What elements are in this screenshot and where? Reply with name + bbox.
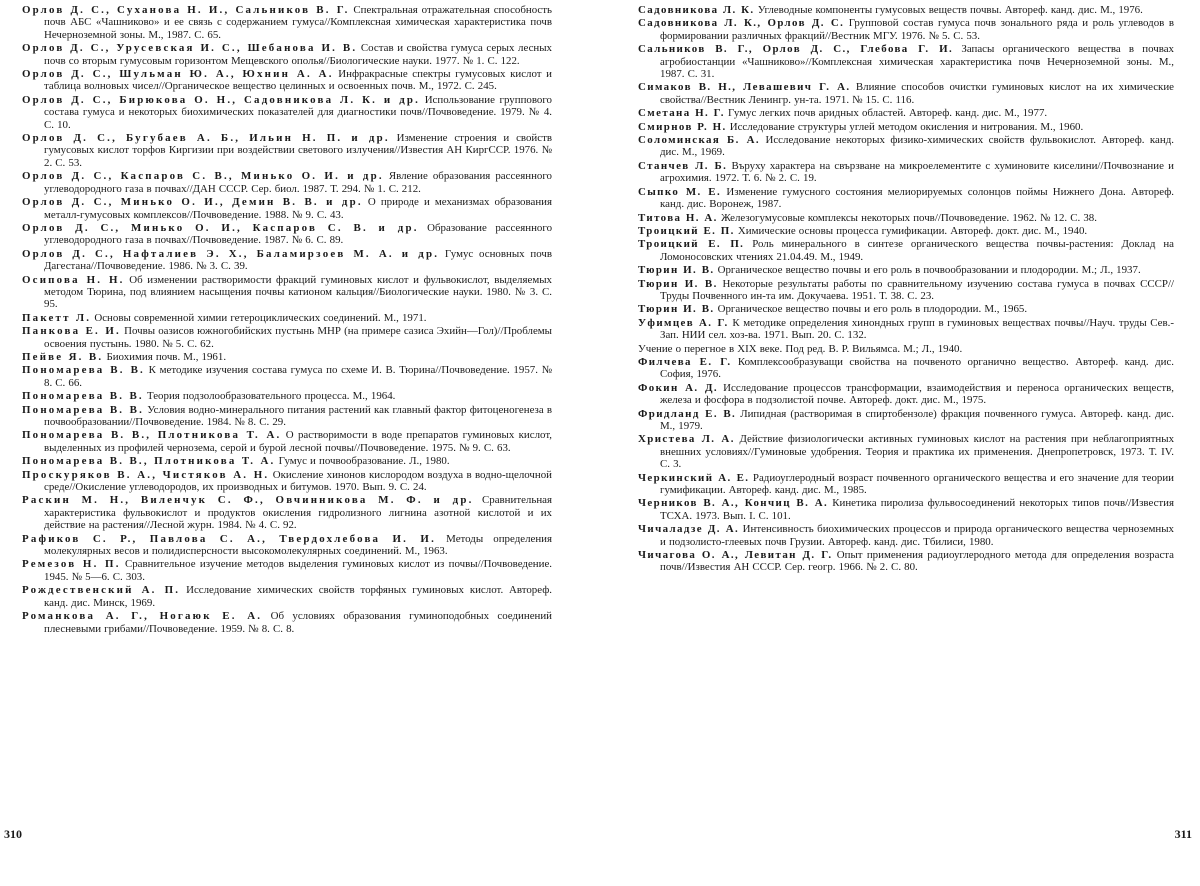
bibliography-entry (638, 121, 1174, 133)
entry-text: Методы определения молекулярных весов и полидисперсности высокомолекулярных соединений. М., 1963. (44, 533, 552, 557)
entry-authors: Рождественский А. П. (22, 584, 180, 596)
entry-authors: Орлов Д. С., Нафталиев Э. Х., Баламирзоев М. А. и др. (22, 248, 439, 260)
page-number-left: 310 (4, 827, 22, 842)
bibliography-entry (22, 364, 552, 389)
entry-authors: Рафиков С. Р., Павлова С. А., Твердохлебова И. И. (22, 533, 436, 545)
entry-authors: Орлов Д. С., Каспаров С. В., Минько О. И. и др. (22, 170, 384, 182)
entry-text: Сравнительная характеристика фульвокислот и продуктов окисления гидролизного лигнина азотной кислотой и их действие на растения//Лесной журн. 1984. № 4. С. 92. (44, 494, 552, 531)
entry-authors: Пономарева В. В., Плотникова Т. А. (22, 429, 281, 441)
entry-text: Запасы органического вещества в почвах агробиостанции «Чашниково»//Комплексная химическая характеристика почв Нечерноземной зоны. М., 1987. С. 31. (660, 43, 1174, 80)
entry-text: Почвы оазисов южногобийских пустынь МНР (на примере сазиса Эхийн—Гол)//Проблемы освоения пустынь. 1980. № 5. С. 62. (44, 325, 552, 349)
entry-authors: Тюрин И. В. (638, 264, 714, 276)
entry-text: Состав и свойства гумуса серых лесных почв со вторым гумусовым горизонтом Мещевского ополья//Биологические науки. 1977. № 1. С. 122. (44, 42, 552, 66)
entry-text: К методике определения хинондных групп в гуминовых веществах почвы//Науч. труды Сев.-Зап. НИИ сел. хоз-ва. 1971. Вып. 20. С. 132. (660, 317, 1174, 341)
entry-text: Въруху характера на свързване на микроелементите с хуминовите киселини//Почвознание и агрохимия. 1972. Т. 6. № 2. С. 19. (660, 160, 1174, 184)
entry-text: Некоторые результаты работы по сравнительному изучению состава гумуса в почвах СССР//Труды Почвенного ин-та им. Докучаева. 1951. Т. 38. С. 23. (660, 278, 1174, 302)
entry-text: О природе и механизмах образования металл-гумусовых комплексов//Почвоведение. 1988. № 9. С. 43. (44, 196, 552, 220)
entry-authors: Смирнов Р. Н. (638, 121, 727, 133)
entry-text: Кинетика пиролиза фульвосоединений некоторых типов почв//Известия ТСХА. 1973. Вып. I. С. 101. (660, 497, 1174, 521)
bibliography-entry (638, 17, 1174, 42)
entry-text: Интенсивность биохимических процессов и природа органического вещества черноземных и подзолисто-глеевых почв Грузии. Автореф. канд. дис. Тбилиси, 1980. (660, 523, 1174, 547)
entry-authors: Троицкий Е. П. (638, 225, 735, 237)
bibliography-entry (22, 390, 552, 402)
bibliography-entry (638, 382, 1174, 407)
bibliography-entry (22, 469, 552, 494)
entry-text: Химические основы процесса гумификации. Автореф. докт. дис. М., 1940. (738, 225, 1087, 237)
entry-authors: Орлов Д. С., Шульман Ю. А., Юхнин А. А. (22, 68, 334, 80)
bibliography-entry (638, 278, 1174, 303)
bibliography-entry (638, 497, 1174, 522)
entry-authors: Сыпко М. Е. (638, 186, 721, 198)
book-spread (0, 0, 1200, 886)
right-page (600, 0, 1200, 886)
bibliography-entry (22, 312, 552, 324)
entry-text: Роль минерального в синтезе органического вещества почвы-растения: Доклад на Ломоносовских чтениях 21.04.49. М., 1949. (660, 238, 1174, 262)
entry-text: Гумус и почвообразование. Л., 1980. (279, 455, 450, 467)
bibliography-entry (22, 533, 552, 558)
entry-authors: Раскин М. Н., Виленчук С. Ф., Овчинникова М. Ф. и др. (22, 494, 474, 506)
bibliography-entry (638, 212, 1174, 224)
entry-text: Гумус легких почв аридных областей. Автореф. канд. дис. М., 1977. (728, 107, 1047, 119)
bibliography-entry (638, 472, 1174, 497)
entry-authors: Сальников В. Г., Орлов Д. С., Глебова Г. И. (638, 43, 953, 55)
entry-authors: Орлов Д. С., Суханова Н. И., Сальников В. Г. (22, 4, 350, 16)
bibliography-entry (638, 43, 1174, 80)
bibliography-entry (638, 343, 1174, 355)
entry-authors: Уфимцев А. Г. (638, 317, 729, 329)
entry-authors: Тюрин И. В. (638, 278, 718, 290)
entry-text: Основы современной химии гетероциклических соединений. М., 1971. (94, 312, 426, 324)
entry-text: Учение о перегное в XIX веке. Под ред. В. Р. Вильямса. М.; Л., 1940. (638, 343, 962, 355)
entry-authors: Романкова А. Г., Ногаюк Е. А. (22, 610, 262, 622)
entry-authors: Панкова Е. И. (22, 325, 121, 337)
bibliography-entry (638, 107, 1174, 119)
bibliography-entry (638, 523, 1174, 548)
entry-authors: Станчев Л. Б. (638, 160, 727, 172)
entry-authors: Соломинская Б. А. (638, 134, 760, 146)
bibliography-entry (22, 4, 552, 41)
bibliography-entry (638, 160, 1174, 185)
entry-authors: Чичаладзе Д. А. (638, 523, 739, 535)
entry-text: Теория подзолообразовательного процесса. М., 1964. (147, 390, 395, 402)
entry-authors: Пономарева В. В. (22, 390, 144, 402)
entry-text: Гумус основных почв Дагестана//Почвоведение. 1986. № 3. С. 39. (44, 248, 552, 272)
bibliography-entry (22, 42, 552, 67)
bibliography-entry (638, 317, 1174, 342)
entry-authors: Тюрин И. В. (638, 303, 714, 315)
entry-authors: Орлов Д. С., Минько О. И., Каспаров С. В. и др. (22, 222, 419, 234)
entry-text: Опыт применения радиоуглеродного метода для определения возраста почв//Известия АН СССР. Сер. геогр. 1966. № 2. С. 80. (660, 549, 1174, 573)
bibliography-entry (22, 274, 552, 311)
entry-authors: Садовникова Л. К., Орлов Д. С. (638, 17, 844, 29)
entry-authors: Филчева Е. Г. (638, 356, 732, 368)
entry-authors: Пакетт Л. (22, 312, 91, 324)
bibliography-entry (22, 68, 552, 93)
entry-text: Инфракрасные спектры гумусовых кислот и таблица волновых чисел//Органическое вещество целинных и освоенных почв. М., 1972. С. 245. (44, 68, 552, 92)
bibliography-entry (22, 584, 552, 609)
entry-text: Изменение гумусного состояния мелиорируемых солонцов поймы Нижнего Дона. Автореф. канд. дис. Воронеж, 1987. (660, 186, 1174, 210)
entry-authors: Садовникова Л. К. (638, 4, 755, 16)
bibliography-entry (22, 196, 552, 221)
bibliography-entry (638, 433, 1174, 470)
entry-text: Исследование структуры углей методом окисления и нитрования. М., 1960. (730, 121, 1083, 133)
entry-authors: Троицкий Е. П. (638, 238, 744, 250)
entry-text: Исследование химических свойств торфяных гуминовых кислот. Автореф. канд. дис. Минск, 1969. (44, 584, 552, 608)
entry-authors: Чичагова О. А., Левитан Д. Г. (638, 549, 832, 561)
entry-authors: Сметана Н. Г. (638, 107, 725, 119)
bibliography-entry (22, 351, 552, 363)
entry-text: Об изменении растворимости фракций гуминовых кислот и фульвокислот, выделяемых методом Тюрина, под влиянием насыщения почвы катионом кальция//Биологические науки. 1980. № 3. С. 95. (44, 274, 552, 311)
entry-text: Комплексообразуващи свойства на почвеното органично вещество. Автореф. канд. дис. София, 1976. (660, 356, 1174, 380)
entry-text: Исследование некоторых физико-химических свойств фульвокислот. Автореф. канд. дис. М., 1969. (660, 134, 1174, 158)
entry-text: Биохимия почв. М., 1961. (106, 351, 226, 363)
bibliography-entry (22, 325, 552, 350)
entry-text: Явление образования рассеянного углеводородного газа в почвах//ДАН СССР. Сер. биол. 1987. Т. 294. № 1. С. 212. (44, 170, 552, 194)
entry-text: Сравнительное изучение методов выделения гуминовых кислот из почвы//Почвоведение. 1945. № 5—6. С. 303. (44, 558, 552, 582)
entry-text: Изменение строения и свойств гумусовых кислот торфов Киргизии при воздействии светового излучения//Известия АН КиргССР. 1976. № 2. С. 53. (44, 132, 552, 169)
entry-authors: Черкинский А. Е. (638, 472, 749, 484)
bibliography-entry (638, 238, 1174, 263)
bibliography-entry (638, 225, 1174, 237)
bibliography-entry (638, 549, 1174, 574)
bibliography-entry (22, 610, 552, 635)
entry-text: Влияние способов очистки гуминовых кислот на их химические свойства//Вестник Ленингр. ун-та. 1971. № 15. С. 116. (660, 81, 1174, 105)
entry-text: Органическое вещество почвы и его роль в почвообразовании и плодородии. М.; Л., 1937. (718, 264, 1141, 276)
entry-authors: Пономарева В. В. (22, 404, 144, 416)
right-bibliography-column (638, 4, 1174, 575)
bibliography-entry (22, 455, 552, 467)
bibliography-entry (22, 132, 552, 169)
entry-text: Окисление хинонов кислородом воздуха в водно-щелочной среде//Окисление углеводородов, их производных и битумов. 1970. Вып. 9. С. 24. (44, 469, 552, 493)
entry-authors: Орлов Д. С., Бугубаев А. Б., Ильин Н. П. и др. (22, 132, 390, 144)
entry-text: Железогумусовые комплексы некоторых почв//Почвоведение. 1962. № 12. С. 38. (721, 212, 1097, 224)
bibliography-entry (638, 81, 1174, 106)
entry-text: Условия водно-минерального питания растений как главный фактор фитоценогенеза в почвообразовании//Почвоведение. 1984. № 8. С. 29. (44, 404, 552, 428)
bibliography-entry (638, 408, 1174, 433)
bibliography-entry (638, 303, 1174, 315)
bibliography-entry (22, 222, 552, 247)
bibliography-entry (638, 356, 1174, 381)
entry-text: Об условиях образования гуминоподобных соединений плесневыми грибами//Почвоведение. 1959. № 8. С. 8. (44, 610, 552, 634)
entry-authors: Титова Н. А. (638, 212, 718, 224)
bibliography-entry (22, 494, 552, 531)
entry-text: Углеводные компоненты гумусовых веществ почвы. Автореф. канд. дис. М., 1976. (758, 4, 1143, 16)
entry-text: Радиоуглеродный возраст почвенного органического вещества и его значение для теории гумификации. Автореф. канд. дис. М., 1985. (660, 472, 1174, 496)
entry-text: К методике изучения состава гумуса по схеме И. В. Тюрина//Почвоведение. 1957. № 8. С. 66. (44, 364, 552, 388)
page-number-right: 311 (1175, 827, 1192, 842)
bibliography-entry (638, 264, 1174, 276)
entry-authors: Орлов Д. С., Урусевская И. С., Шебанова И. В. (22, 42, 357, 54)
entry-authors: Пономарева В. В., Плотникова Т. А. (22, 455, 275, 467)
entry-text: О растворимости в воде препаратов гуминовых кислот, выделенных из профилей чернозема, серой и бурой лесной почвы//Почвоведение. 1975. № 9. С. 63. (44, 429, 552, 453)
entry-authors: Пономарева В. В. (22, 364, 145, 376)
entry-text: Действие физиологически активных гуминовых кислот на растения при неблагоприятных внешних условиях//Гуминовые удобрения. Теория и практика их применения. Днепропетровск, 1973. Т. IV. С. 3. (660, 433, 1174, 470)
bibliography-entry (22, 248, 552, 273)
entry-text: Образование рассеянного углеводородного газа в почвах//Почвоведение. 1987. № 6. С. 89. (44, 222, 552, 246)
bibliography-entry (22, 558, 552, 583)
entry-authors: Проскуряков В. А., Чистяков А. Н. (22, 469, 269, 481)
entry-text: Групповой состав гумуса почв зонального ряда и роль углеводов в формировании различных фракций//Вестник МГУ. 1976. № 5. С. 53. (660, 17, 1174, 41)
entry-text: Спектральная отражательная способность почв АБС «Чашниково» и ее связь с содержанием гумуса//Комплексная химическая характеристика почв Нечерноземной зоны. М., 1987. С. 65. (44, 4, 552, 41)
entry-authors: Ремезов Н. П. (22, 558, 121, 570)
entry-text: Исследование процессов трансформации, взаимодействия и переноса органических веществ, железа и фосфора в подзолистой почве. Автореф. докт. дис. М., 1975. (660, 382, 1174, 406)
bibliography-entry (22, 94, 552, 131)
bibliography-entry (638, 186, 1174, 211)
entry-authors: Симаков В. Н., Левашевич Г. А. (638, 81, 850, 93)
entry-text: Использование группового состава гумуса и некоторых биохимических показателей для диагностики почв//Почвоведение. 1979. № 4. С. 10. (44, 94, 552, 131)
entry-authors: Фридланд Е. В. (638, 408, 736, 420)
entry-authors: Орлов Д. С., Бирюкова О. Н., Садовникова Л. К. и др. (22, 94, 420, 106)
entry-authors: Христева Л. А. (638, 433, 735, 445)
left-page (0, 0, 600, 886)
bibliography-entry (22, 404, 552, 429)
bibliography-entry (22, 170, 552, 195)
bibliography-entry (22, 429, 552, 454)
left-bibliography-column (22, 4, 552, 636)
entry-authors: Орлов Д. С., Минько О. И., Демин В. В. и др. (22, 196, 363, 208)
entry-authors: Пейве Я. В. (22, 351, 103, 363)
bibliography-entry (638, 134, 1174, 159)
entry-text: Органическое вещество почвы и его роль в плодородии. М., 1965. (718, 303, 1027, 315)
entry-authors: Осипова Н. Н. (22, 274, 125, 286)
bibliography-entry (638, 4, 1174, 16)
entry-text: Липидная (растворимая в спиртобензоле) фракция почвенного гумуса. Автореф. канд. дис. М., 1979. (660, 408, 1174, 432)
entry-authors: Черников В. А., Кончиц В. А. (638, 497, 828, 509)
entry-authors: Фокин А. Д. (638, 382, 718, 394)
